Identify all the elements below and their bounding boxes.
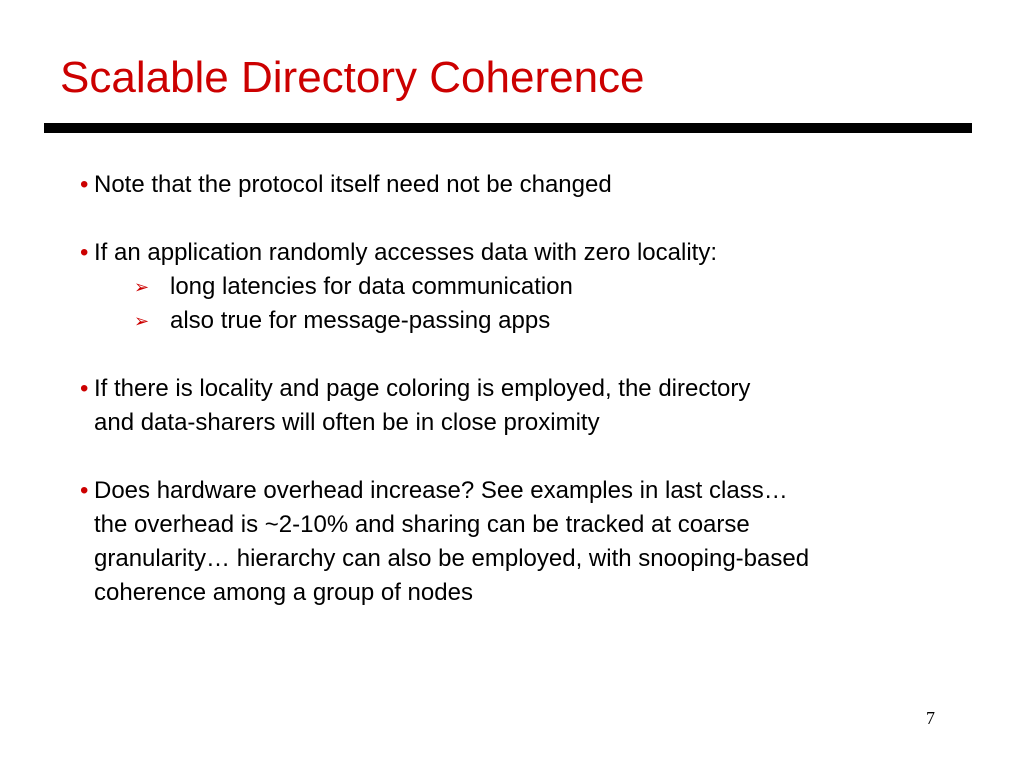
bullet-item-protocol [76, 168, 976, 202]
bullet-dot-icon: • [80, 375, 89, 402]
bullet-line: Note that the protocol itself need not be changed [94, 171, 612, 198]
sub-bullet-list [76, 270, 976, 338]
bullet-line: granularity… hierarchy can also be employed, with snooping-based [94, 545, 810, 572]
bullet-spacer [76, 338, 976, 372]
bullet-line: If there is locality and page coloring is employed, the directory [94, 375, 751, 402]
slide-title: Scalable Directory Coherence [60, 53, 645, 102]
page-number: 7 [926, 708, 935, 728]
bullet-dot-icon: • [80, 171, 89, 198]
sub-bullet-text: long latencies for data communication [170, 273, 573, 300]
bullet-line: the overhead is ~2-10% and sharing can be tracked at coarse [94, 511, 750, 538]
bullet-line: If an application randomly accesses data with zero locality: [94, 239, 717, 266]
bullet-item-hardware-overhead [76, 474, 976, 610]
bullet-line: and data-sharers will often be in close proximity [94, 409, 600, 436]
arrow-bullet-icon: ➢ [134, 277, 150, 297]
bullet-list [76, 168, 976, 610]
bullet-spacer [76, 440, 976, 474]
title-divider [44, 123, 972, 133]
bullet-item-page-coloring [76, 372, 976, 440]
sub-bullet-item-latencies [76, 270, 976, 304]
bullet-item-zero-locality [76, 236, 976, 270]
sub-bullet-item-message-passing [76, 304, 976, 338]
sub-bullet-text: also true for message-passing apps [170, 307, 551, 334]
bullet-spacer [76, 202, 976, 236]
bullet-line: coherence among a group of nodes [94, 579, 473, 606]
arrow-bullet-icon: ➢ [134, 311, 150, 331]
bullet-dot-icon: • [80, 239, 89, 266]
bullet-line: Does hardware overhead increase? See examples in last class… [94, 477, 788, 504]
bullet-dot-icon: • [80, 477, 89, 504]
